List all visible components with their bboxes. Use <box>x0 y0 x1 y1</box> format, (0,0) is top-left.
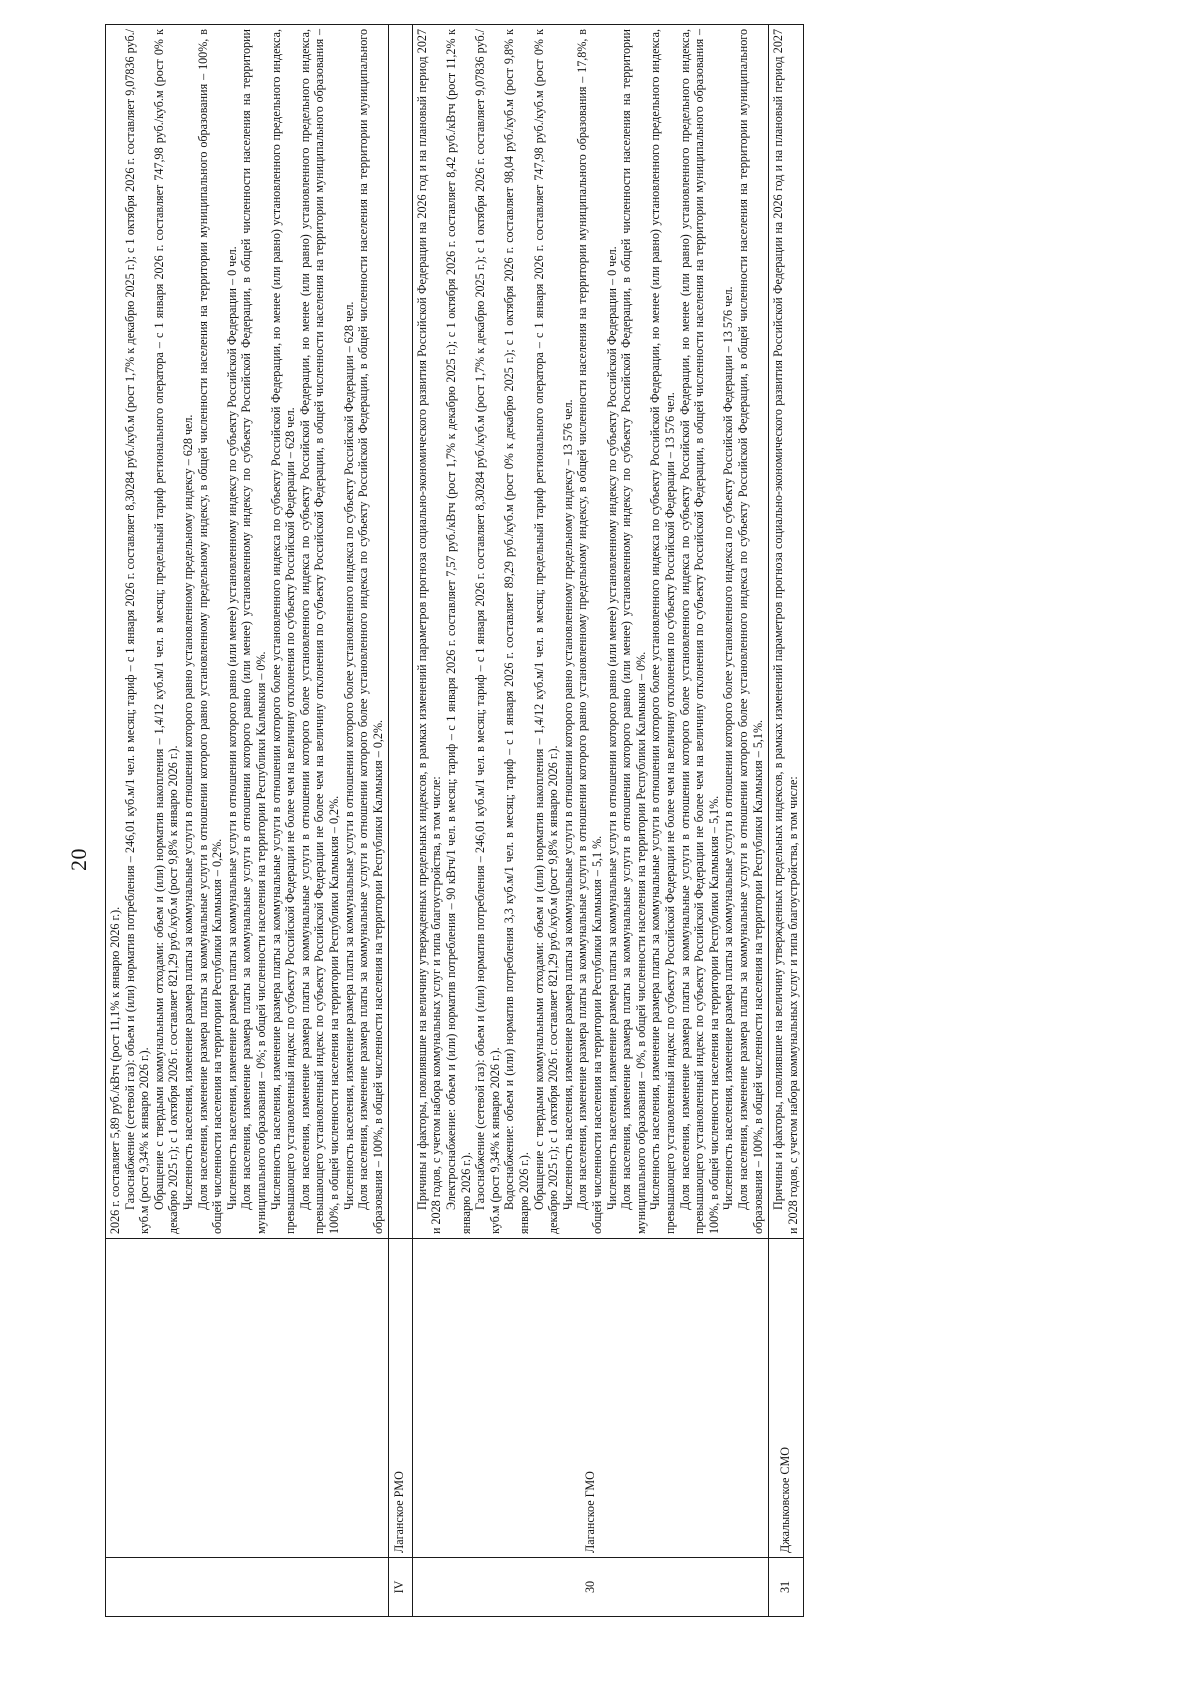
row-number-cell <box>106 1558 389 1617</box>
paragraph: Водоснабжение: объем и (или) норматив потребления 3,3 куб.м/1 чел. в месяц; тариф – с 1 января 2026 г. составляет 89,29 руб./куб.м (рост 0% к декабрю 2025 г.); с 1 октября 2026 г. составляет 98,04 руб./куб.м (рост 9,8% к январю 2026 г.). <box>502 29 532 1234</box>
table-row <box>769 25 804 1617</box>
municipality-cell <box>106 1239 389 1558</box>
description-cell <box>106 25 389 1239</box>
paragraph: Газоснабжение (сетевой газ): объем и (или) норматив потребления – 246,01 куб.м/1 чел. в месяц; тариф – с 1 января 2026 г. составляет 8,30284 руб./куб.м (рост 1,7% к декабрю 2025 г.); с 1 октября 2026 г. составляет 9,07836 руб./куб.м (рост 9,34% к январю 2026 г.). <box>122 29 152 1234</box>
paragraph: Доля населения, изменение размера платы за коммунальные услуги в отношении которого более установленного индекса по субъекту Российской Федерации, в общей численности населения на территории муниципального образования – 100%, в общей численности населения на территории Республики Калмыкия – 0,2%. <box>356 29 385 1234</box>
paragraph: Газоснабжение (сетевой газ): объем и (или) норматив потребления – 246,01 куб.м/1 чел. в месяц; тариф – с 1 января 2026 г. составляет 8,30284 руб./куб.м (рост 1,7% к декабрю 2025 г.); с 1 октября 2026 г. составляет 9,07836 руб./куб.м (рост 9,34% к январю 2026 г.). <box>473 29 502 1234</box>
paragraph: Доля населения, изменение размера платы за коммунальные услуги в отношении которого более установленного индекса по субъекту Российской Федерации, в общей численности населения на территории муниципального образования – 100%, в общей численности населения на территории Республики Калмыкия – 5,1%. <box>735 29 765 1234</box>
paragraph: Численность населения, изменение размера платы за коммунальные услуги в отношении которого более установленного индекса по субъекту Российской Федерации, но менее (или равно) установленного предельного индекса, превышающего установленный индекс по субъекту Российской Федерации не более чем на величину отклонения по субъекту Российской Федерации – 628 чел. <box>268 29 298 1234</box>
row-number-cell: 30 <box>412 1558 768 1617</box>
paragraph: Доля населения, изменение размера платы за коммунальные услуги в отношении которого равно (или менее) установленному индексу по субъекту Российской Федерации, в общей численности населения на территории муниципального образования – 0%; в общей численности населения на территории Республики Калмыкия – 0%. <box>239 29 268 1234</box>
paragraph: Численность населения, изменение размера платы за коммунальные услуги в отношении которого равно (или менее) установленному индексу по субъекту Российской Федерации – 0 чел. <box>604 246 619 1210</box>
table-row <box>412 25 768 1617</box>
paragraph: Причины и факторы, повлиявшие на величину утвержденных предельных индексов, в рамках изменений параметров прогноза социально-экономического развития Российской Федерации на 2026 год и на плановый период 2027 и 2028 годов, с учетом набора коммунальных услуг и типа благоустройства, в том числе: <box>771 29 800 1234</box>
municipality-cell: Джалыковское СМО <box>769 1239 804 1558</box>
paragraph: Доля населения, изменение размера платы за коммунальные услуги в отношении которого равно (или менее) установленному индексу по субъекту Российской Федерации, в общей численности населения на территории муниципального образования – 0%, в общей численности населения на территории Республики Калмыкия – 0%. <box>619 29 648 1234</box>
paragraph: Причины и факторы, повлиявшие на величину утвержденных предельных индексов, в рамках изменений параметров прогноза социально-экономического развития Российской Федерации на 2026 год и на плановый период 2027 и 2028 годов, с учетом набора коммунальных услуг и типа благоустройства, в том числе: <box>414 29 444 1234</box>
section-name-cell: Лаганское РМО <box>389 1239 413 1558</box>
section-description-cell <box>389 25 413 1239</box>
paragraph: Доля населения, изменение размера платы за коммунальные услуги в отношении которого более установленного индекса по субъекту Российской Федерации, но менее (или равно) установленного предельного индекса, превышающего установленный индекс по субъекту Российской Федерации не более чем на величину отклонения по субъекту Российской Федерации, в общей численности населения на территории муниципального образования – 100%, в общей численности населения на территории Республики Калмыкия – 5,1%. <box>677 29 721 1234</box>
paragraph: Доля населения, изменение размера платы за коммунальные услуги в отношении которого более установленного индекса по субъекту Российской Федерации, но менее (или равно) установленного предельного индекса, превышающего установленный индекс по субъекту Российской Федерации не более чем на величину отклонения по субъекту Российской Федерации, в общей численности населения на территории муниципального образования – 100%, в общей численности населения на территории Республики Калмыкия – 0,2%. <box>297 29 341 1234</box>
description-cell <box>412 25 768 1239</box>
paragraph: 2026 г. составляет 5,89 руб./кВтч (рост 11,1% к январю 2026 г.). <box>108 906 122 1234</box>
paragraph: Доля населения, изменение размера платы за коммунальные услуги в отношении которого равно установленному предельному индексу, в общей численности населения на территории муниципального образования – 100%, в общей численности населения на территории Республики Калмыкия – 0,2%. <box>195 29 225 1234</box>
paragraph: Численность населения, изменение размера платы за коммунальные услуги в отношении которого равно установленному предельному индексу – 13 576 чел. <box>560 399 575 1210</box>
page-number: 20 <box>66 848 91 871</box>
paragraph: Численность населения, изменение размера платы за коммунальные услуги в отношении которого более установленного индекса по субъекту Российской Федерации – 13 576 чел. <box>721 286 736 1210</box>
municipality-cell: Лаганское ГМО <box>412 1239 768 1558</box>
section-number-cell: IV <box>389 1558 413 1617</box>
paragraph: Доля населения, изменение размера платы за коммунальные услуги в отношении которого равно установленному предельному индексу, в общей численности населения на территории муниципального образования – 17,8%, в общей численности населения на территории Республики Калмыкия – 5,1 %. <box>575 29 604 1234</box>
row-number-cell: 31 <box>769 1558 804 1617</box>
paragraph: Численность населения, изменение размера платы за коммунальные услуги в отношении которого более установленного индекса по субъекту Российской Федерации, но менее (или равно) установленного предельного индекса, превышающего установленный индекс по субъекту Российской Федерации не более чем на величину отклонения по субъекту Российской Федерации – 13 576 чел. <box>648 29 677 1234</box>
paragraph: Электроснабжение: объем и (или) норматив потребления – 90 кВтч/1 чел. в месяц; тариф – с 1 января 2026 г. составляет 7,57 руб./кВтч (рост 1,7% к декабрю 2025 г.); с 1 октября 2026 г. составляет 8,42 руб./кВтч (рост 11,2% к январю 2026 г.). <box>444 29 473 1234</box>
section-row <box>389 25 413 1617</box>
paragraph: Обращение с твердыми коммунальными отходами: объем и (или) норматив накопления – 1,4/12 куб.м/1 чел. в месяц; предельный тариф регионального оператора – с 1 января 2026 г. составляет 747,98 руб./куб.м (рост 0% к декабрю 2025 г.); с 1 октября 2026 г. составляет 821,29 руб./куб.м (рост 9,8% к январю 2026 г.). <box>151 29 181 1234</box>
indices-table <box>105 24 804 1617</box>
description-cell <box>769 25 804 1239</box>
table-row <box>106 25 389 1617</box>
paragraph: Численность населения, изменение размера платы за коммунальные услуги в отношении которого более установленного индекса по субъекту Российской Федерации – 628 чел. <box>341 301 356 1210</box>
paragraph: Численность населения, изменение размера платы за коммунальные услуги в отношении которого равно установленному предельному индексу – 628 чел. <box>180 414 195 1210</box>
paragraph: Численность населения, изменение размера платы за коммунальные услуги в отношении которого равно (или менее) установленному индексу по субъекту Российской Федерации – 0 чел. <box>224 246 239 1210</box>
paragraph: Обращение с твердыми коммунальными отходами: объем и (или) норматив накопления – 1,4/12 куб.м/1 чел. в месяц; предельный тариф регионального оператора – с 1 января 2026 г. составляет 747,98 руб./куб.м (рост 0% к декабрю 2025 г.); с 1 октября 2026 г. составляет 821,29 руб./куб.м (рост 9,8% к январю 2026 г.). <box>531 29 561 1234</box>
